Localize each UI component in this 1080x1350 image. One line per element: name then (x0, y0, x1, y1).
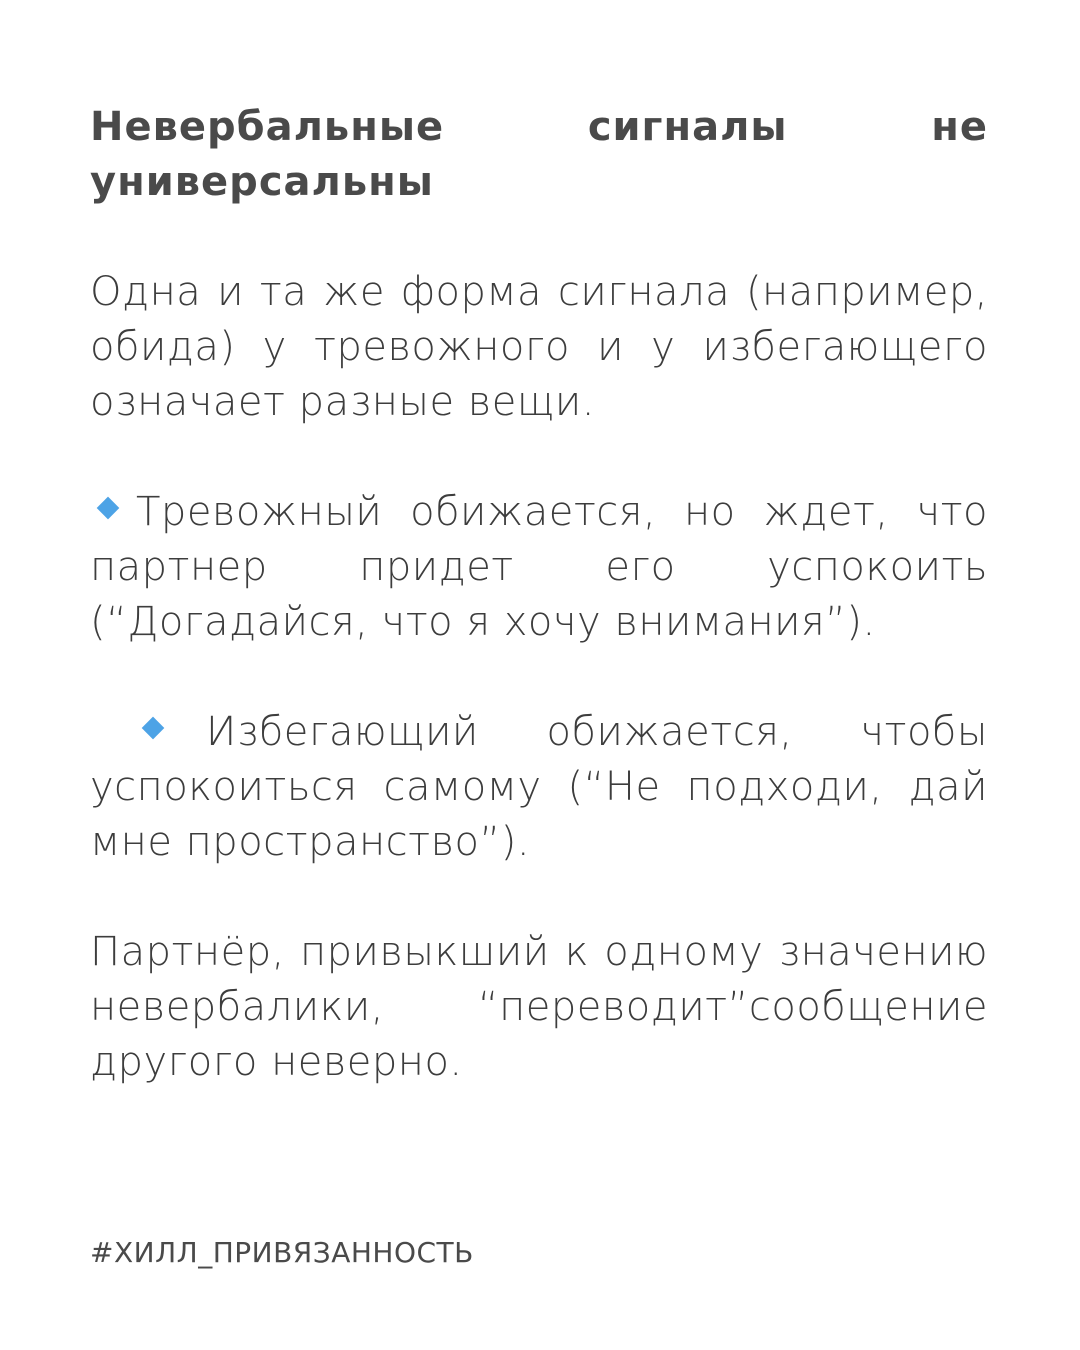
spacer (90, 650, 988, 705)
bullet-text: Тревожный обижается, но ждет, что партнер придет его успокоить (“Догадайся, что я хочу внимания”). (90, 489, 988, 645)
bullet-item-anxious (90, 485, 988, 650)
bullet-item-avoidant (90, 705, 988, 870)
diamond-icon (97, 497, 120, 520)
page-title: Невербальные сигналы не универсальны (90, 104, 988, 205)
intro-paragraph: Одна и та же форма сигнала (например, обида) у тревожного и у избегающего означает разные вещи. (90, 269, 988, 425)
spacer (90, 430, 988, 485)
diamond-icon (142, 717, 165, 740)
content-block (90, 100, 988, 1090)
spacer (90, 210, 988, 265)
spacer (90, 870, 988, 925)
bullet-text: Избегающий обижается, чтобы успокоиться самому (“Не подходи, дай мне пространство”). (90, 709, 988, 865)
conclusion-paragraph: Партнёр, привыкший к одному значению невербалики, “переводит”сообщение другого неверно. (90, 929, 988, 1085)
hashtag: #ХИЛЛ_ПРИВЯЗАННОСТЬ (90, 1236, 474, 1269)
